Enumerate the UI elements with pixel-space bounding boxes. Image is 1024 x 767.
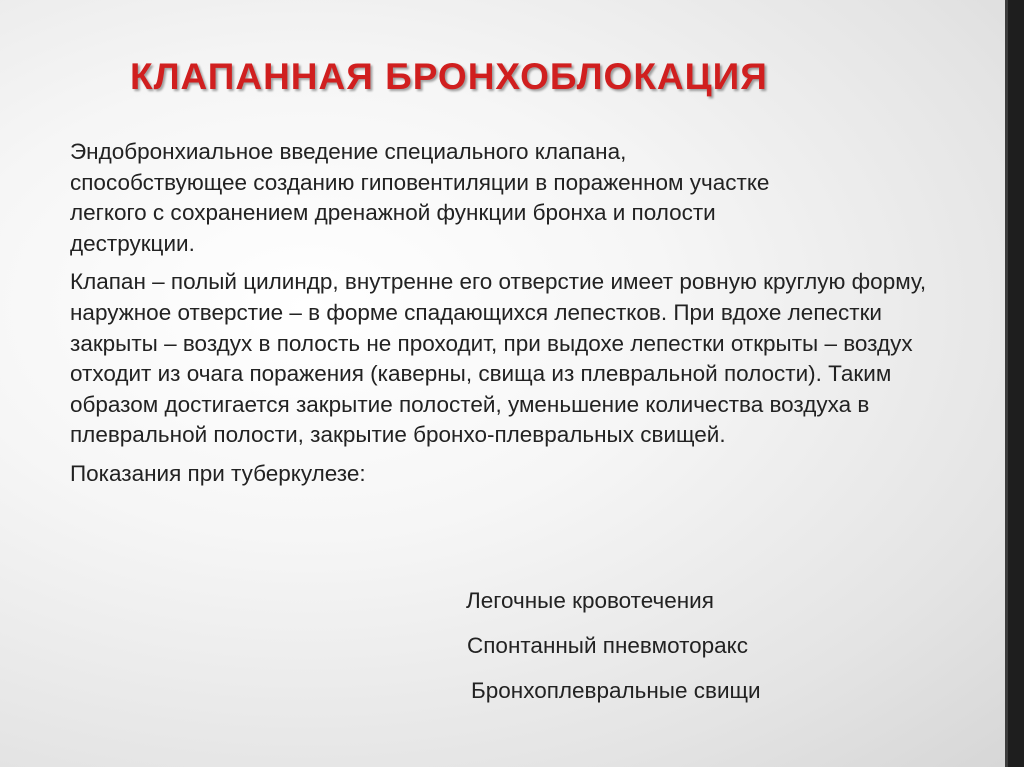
indication-item: Спонтанный пневмоторакс	[467, 633, 749, 658]
indication-item: Легочные кровотечения	[466, 588, 714, 613]
slide-title: КЛАПАННАЯ БРОНХОБЛОКАЦИЯ	[130, 56, 768, 97]
paragraph-indications-heading: Показания при туберкулезе:	[70, 460, 366, 486]
right-edge-band	[1008, 0, 1024, 767]
paragraph-valve-description: Клапан – полый цилиндр, внутренне его отверстие имеет ровную круглую форму, наружное отверстие – в форме спадающихся лепестков. При вдохе лепестки закрыты – воздух в полость не проходит, при выдохе лепестки открыты – воздух отходит из очага поражения (каверны, свища из плевральной полости). Таким образом достигается закрытие полостей, уменьшение количества воздуха в плевральной полости, закрытие бронхо-плевральных свищей.	[70, 269, 927, 448]
paragraph-definition: Эндобронхиальное введение специального клапана, способствующее созданию гиповентиляции в пораженном участке легкого с сохранением дренажной функции бронха и полости деструкции.	[70, 139, 770, 256]
indication-item: Бронхоплевральные свищи	[471, 678, 761, 703]
slide-body	[70, 137, 970, 490]
